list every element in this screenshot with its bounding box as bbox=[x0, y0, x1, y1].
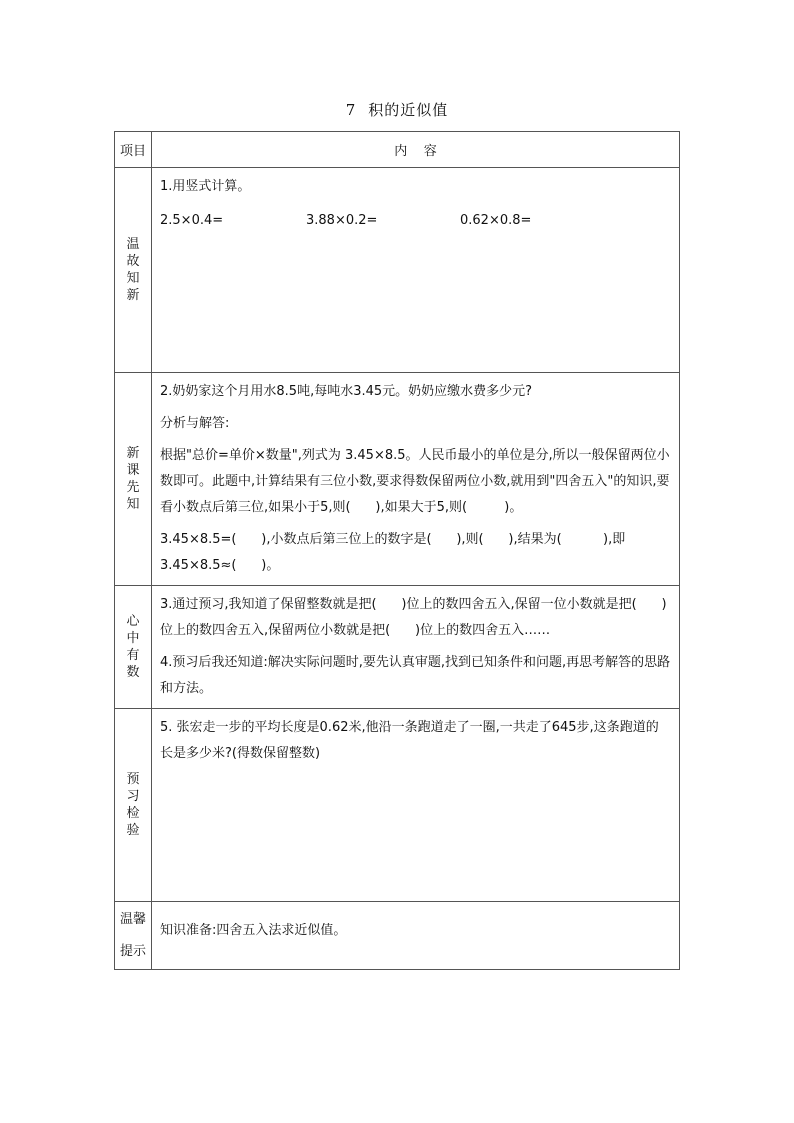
tips-content bbox=[152, 902, 680, 970]
in-mind-label: 心 中 有 数 bbox=[115, 586, 152, 709]
expression-1: 2.5×0.4= bbox=[160, 213, 224, 228]
question-4: 4.预习后我还知道:解决实际问题时,要先认真审题,找到已知条件和问题,再思考解答的思路和方法。 bbox=[160, 655, 671, 696]
worksheet-table bbox=[114, 131, 680, 970]
analysis-paragraph-2: 3.45×8.5=( ),小数点后第三位上的数字是( ),则( ),结果为( ),即3.45×8.5≈( )。 bbox=[160, 532, 626, 573]
preview-check-content bbox=[152, 709, 680, 902]
in-mind-content bbox=[152, 586, 680, 709]
question-3: 3.通过预习,我知道了保留整数就是把( )位上的数四舍五入,保留一位小数就是把( )位上的数四舍五入,保留两位小数就是把( )位上的数四舍五入…… bbox=[160, 597, 667, 638]
new-lesson-label: 新 课 先 知 bbox=[115, 373, 152, 586]
lesson-title: 积的近似值 bbox=[368, 101, 449, 119]
header-item: 项目 bbox=[115, 132, 152, 168]
question-2: 2.奶奶家这个月用水8.5吨,每吨水3.45元。奶奶应缴水费多少元? bbox=[160, 384, 533, 399]
tips-text: 知识准备:四舍五入法求近似值。 bbox=[160, 923, 347, 938]
analysis-heading: 分析与解答: bbox=[160, 416, 230, 431]
header-content: 内 容 bbox=[152, 132, 680, 168]
analysis-paragraph-1: 根据"总价=单价×数量",列式为 3.45×8.5。人民币最小的单位是分,所以一般保留两位小数即可。此题中,计算结果有三位小数,要求得数保留两位小数,就用到"四舍五入"的知识,要看小数点后第三位,如果小于5,则( ),如果大于5,则( )。 bbox=[160, 448, 670, 515]
review-label: 温 故 知 新 bbox=[115, 168, 152, 373]
review-content bbox=[152, 168, 680, 373]
calc-expressions bbox=[160, 208, 671, 234]
page-title bbox=[0, 99, 794, 120]
tips-label: 温馨 提示 bbox=[115, 902, 152, 970]
expression-2: 3.88×0.2= bbox=[306, 213, 378, 228]
lesson-number: 7 bbox=[345, 101, 357, 119]
question-5: 5. 张宏走一步的平均长度是0.62米,他沿一条跑道走了一圈,一共走了645步,这条跑道的长是多少米?(得数保留整数) bbox=[160, 720, 659, 761]
header-row bbox=[115, 132, 680, 168]
expression-3: 0.62×0.8= bbox=[460, 213, 532, 228]
review-row bbox=[115, 168, 680, 373]
question-1: 1.用竖式计算。 bbox=[160, 179, 251, 194]
new-lesson-content bbox=[152, 373, 680, 586]
tips-row bbox=[115, 902, 680, 970]
in-mind-row bbox=[115, 586, 680, 709]
preview-check-label: 预 习 检 验 bbox=[115, 709, 152, 902]
new-lesson-row bbox=[115, 373, 680, 586]
preview-check-row bbox=[115, 709, 680, 902]
